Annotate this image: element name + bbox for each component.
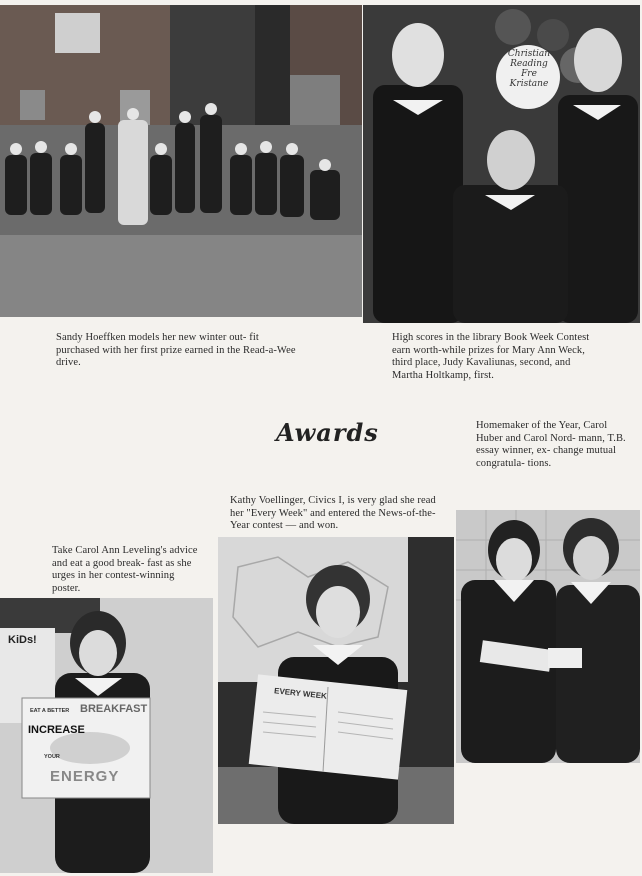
balloon-line-2: Reading — [510, 59, 548, 69]
magazine-title: EVERY WEEK — [273, 686, 328, 701]
poster-line-breakfast: BREAKFAST — [80, 703, 148, 715]
homemaker-photo — [456, 510, 640, 763]
balloon-line-4: Kristane — [509, 79, 549, 89]
civics-photo — [218, 537, 454, 824]
library-photo-caption: High scores in the library Book Week Contest earn worth-while prizes for Mary Ann Weck, third place, Judy Kavaliunas, second, and Martha Holtkamp, first. — [392, 332, 590, 381]
breakfast-poster — [24, 700, 148, 796]
balloon-line-1: Christian — [507, 49, 551, 59]
civics-photo-caption: Kathy Voellinger, Civics I, is very glad she read her "Every Week" and entered the News-of-the-Year contest — and won. — [230, 495, 436, 531]
group-photo-scene — [0, 5, 362, 317]
library-photo — [363, 5, 640, 323]
civics-photo-scene — [218, 537, 454, 824]
poster-photo — [0, 598, 213, 873]
balloon-label — [498, 49, 560, 89]
group-photo-caption: Sandy Hoeffken models her new winter out- fit purchased with her first prize earned in the Read-a-Wee drive. — [56, 332, 296, 368]
group-photo — [0, 5, 362, 317]
poster-line-energy: ENERGY — [50, 768, 120, 785]
balloon-line-3: Fre — [521, 69, 537, 79]
poster-line-increase: INCREASE — [28, 724, 85, 736]
poster-line-your: YOUR — [44, 754, 60, 760]
kids-sign-text: KiDs! — [8, 634, 37, 646]
poster-line-eat: EAT A BETTER — [30, 708, 70, 714]
page-title: Awards — [276, 418, 379, 447]
poster-photo-caption: Take Carol Ann Leveling's advice and eat a good break- fast as she urges in her contest-winning poster. — [52, 545, 198, 594]
homemaker-photo-caption: Homemaker of the Year, Carol Huber and Carol Nord- mann, T.B. essay winner, ex- change mutual congratula- tions. — [476, 420, 626, 469]
homemaker-photo-scene — [456, 510, 640, 763]
